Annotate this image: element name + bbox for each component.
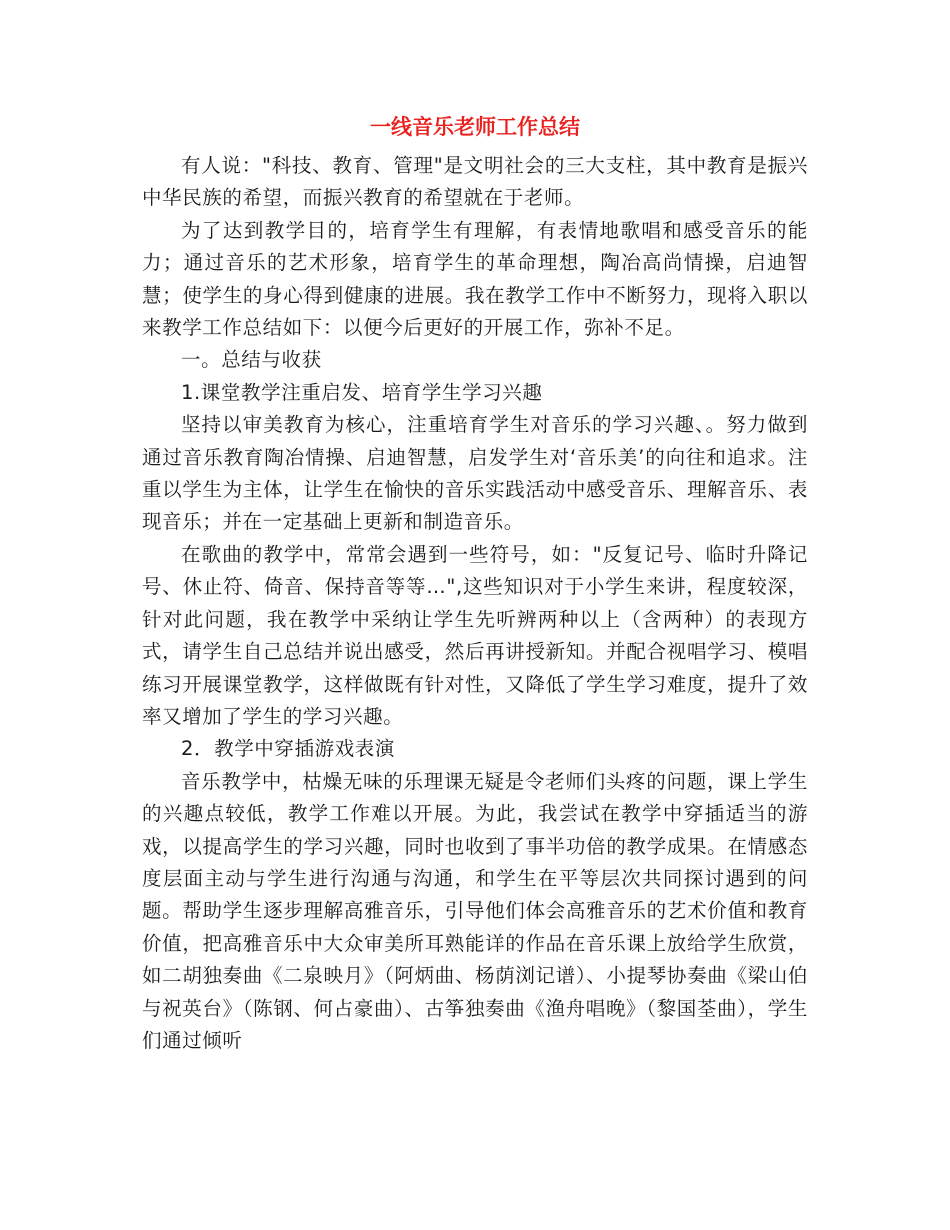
paragraph-aesthetic-education: 坚持以审美教育为核心，注重培育学生对音乐的学习兴趣、。努力做到通过音乐教育陶冶情操、启迪智慧，启发学生对‘音乐美’的向往和追求。注重以学生为主体，让学生在愉快的音乐实践活动中感受音乐、理解音乐、表现音乐；并在一定基础上更新和制造音乐。	[142, 413, 808, 534]
paragraph-purpose: 为了达到教学目的，培育学生有理解，有表情地歌唱和感受音乐的能力；通过音乐的艺术形象，培育学生的革命理想，陶冶高尚情操，启迪智慧；使学生的身心得到健康的进展。我在教学工作中不断努力，现将入职以来教学工作总结如下：以便今后更好的开展工作，弥补不足。	[142, 218, 808, 340]
subsection-heading-2: 2．教学中穿插游戏表演	[181, 737, 396, 761]
section-heading-summary: 一。总结与收获	[181, 348, 322, 372]
paragraph-games: 音乐教学中，枯燥无味的乐理课无疑是令老师们头疼的问题，课上学生的兴趣点较低，教学工作难以开展。为此，我尝试在教学中穿插适当的游戏，以提高学生的学习兴趣，同时也收到了事半功倍的教学成果。在情感态度层面主动与学生进行沟通与沟通，和学生在平等层次共同探讨遇到的问题。帮助学生逐步理解高雅音乐，引导他们体会高雅音乐的艺术价值和教育价值，把高雅音乐中大众审美所耳熟能详的作品在音乐课上放给学生欣赏，如二胡独奏曲《二泉映月》（阿炳曲、杨荫浏记谱）、小提琴协奏曲《梁山伯与祝英台》（陈钢、何占豪曲）、古筝独奏曲《渔舟唱晚》（黎国荃曲），学生们通过倾听	[142, 769, 808, 1052]
paragraph-intro: 有人说："科技、教育、管理"是文明社会的三大支柱，其中教育是振兴中华民族的希望，而振兴教育的希望就在于老师。	[142, 154, 808, 210]
paragraph-song-teaching: 在歌曲的教学中，常常会遇到一些符号，如："反复记号、临时升降记号、休止符、倚音、保持音等等…",这些知识对于小学生来讲，程度较深，针对此问题，我在教学中采纳让学生先听辨两种以上（含两种）的表现方式，请学生自己总结并说出感受，然后再讲授新知。并配合视唱学习、模唱练习开展课堂教学，这样做既有针对性，又降低了学生学习难度，提升了效率又增加了学生的学习兴趣。	[142, 542, 808, 728]
document-body	[142, 150, 808, 1057]
subsection-heading-1: 1.课堂教学注重启发、培育学生学习兴趣	[181, 380, 543, 404]
document-title: 一线音乐老师工作总结	[370, 115, 580, 139]
